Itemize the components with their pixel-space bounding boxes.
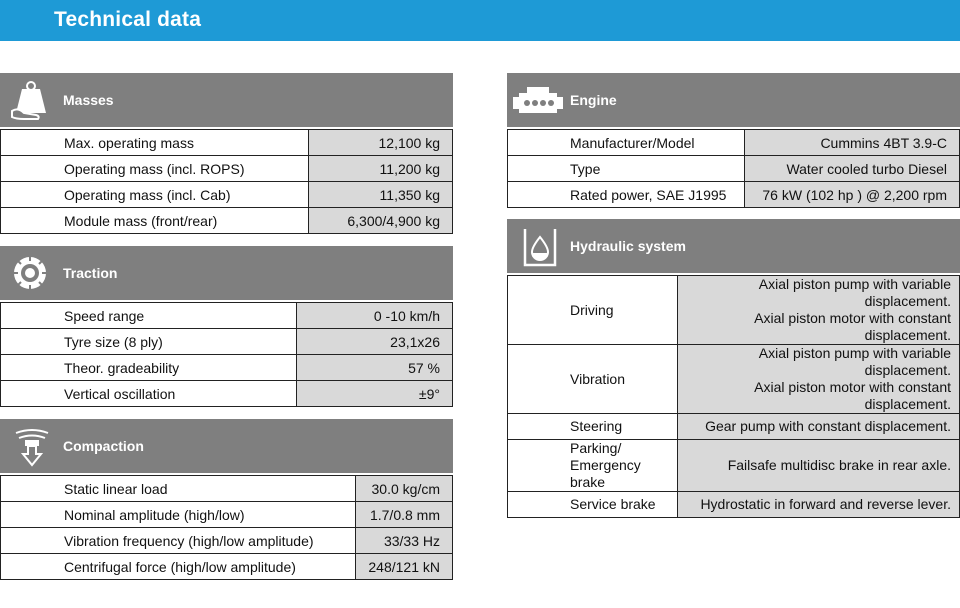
- spec-label: Type: [508, 156, 745, 182]
- spec-value: 11,200 kg: [309, 156, 453, 182]
- table-row: [1, 329, 453, 355]
- spec-label: Vibration frequency (high/low amplitude): [1, 528, 356, 554]
- compaction-section: [0, 419, 453, 580]
- spec-value: 76 kW (102 hp ) @ 2,200 rpm: [745, 182, 960, 208]
- engine-icon: [511, 77, 565, 123]
- spec-label: [508, 492, 678, 518]
- spec-label: Static linear load: [1, 476, 356, 502]
- engine-section: [507, 73, 960, 208]
- spec-value: 6,300/4,900 kg: [309, 208, 453, 234]
- spec-label: Operating mass (incl. ROPS): [1, 156, 309, 182]
- spec-value-line: Failsafe multidisc brake in rear axle.: [727, 457, 951, 473]
- hydraulic-section: [507, 219, 960, 518]
- engine-header: [507, 73, 960, 127]
- masses-section: [0, 73, 453, 234]
- table-row: [1, 355, 453, 381]
- table-row: [1, 528, 453, 554]
- spec-label: [508, 345, 678, 414]
- table-row: [1, 208, 453, 234]
- table-row: [1, 303, 453, 329]
- spec-label: Rated power, SAE J1995: [508, 182, 745, 208]
- table-row: [1, 156, 453, 182]
- weight-hand-icon: [10, 77, 54, 123]
- masses-title: Masses: [63, 92, 114, 108]
- spec-value: 11,350 kg: [309, 182, 453, 208]
- spec-value-line: Gear pump with constant displacement.: [705, 418, 951, 434]
- table-row: [508, 414, 960, 440]
- oil-drop-icon: [517, 223, 561, 269]
- spec-value-line: Axial piston motor with constant displacement.: [754, 379, 951, 412]
- spec-label: Nominal amplitude (high/low): [1, 502, 356, 528]
- spec-label-line: Service brake: [570, 496, 656, 512]
- spec-value: 0 -10 km/h: [297, 303, 453, 329]
- spec-value-line: Axial piston motor with constant displacement.: [754, 310, 951, 343]
- spec-value: 57 %: [297, 355, 453, 381]
- spec-label-line: Emergency brake: [570, 457, 641, 490]
- traction-section: [0, 246, 453, 407]
- table-row: [1, 554, 453, 580]
- spec-value: 33/33 Hz: [356, 528, 453, 554]
- spec-value: 30.0 kg/cm: [356, 476, 453, 502]
- table-row: [1, 476, 453, 502]
- table-row: [1, 502, 453, 528]
- traction-table: [0, 302, 453, 407]
- spec-value-line: Axial piston pump with variable displacement.: [758, 276, 951, 309]
- spec-value: Cummins 4BT 3.9-C: [745, 130, 960, 156]
- spec-label: [508, 276, 678, 345]
- spec-label: Speed range: [1, 303, 297, 329]
- traction-header: [0, 246, 453, 300]
- hydraulic-table: [507, 275, 960, 518]
- spec-label: Centrifugal force (high/low amplitude): [1, 554, 356, 580]
- engine-title: Engine: [570, 92, 617, 108]
- table-row: [1, 182, 453, 208]
- spec-label-line: Vibration: [570, 370, 626, 387]
- spec-value: 1.7/0.8 mm: [356, 502, 453, 528]
- table-row: [508, 130, 960, 156]
- spec-value: [678, 345, 960, 414]
- spec-value: Water cooled turbo Diesel: [745, 156, 960, 182]
- spec-value: ±9°: [297, 381, 453, 407]
- spec-label: [508, 414, 678, 440]
- table-row: [508, 440, 960, 492]
- spec-label-line: Parking/: [570, 440, 622, 456]
- wheel-icon: [10, 250, 54, 296]
- compaction-arrow-icon: [10, 423, 54, 469]
- spec-value-line: Hydrostatic in forward and reverse lever.: [700, 496, 951, 512]
- compaction-title: Compaction: [63, 438, 144, 454]
- spec-label: Module mass (front/rear): [1, 208, 309, 234]
- spec-value: 12,100 kg: [309, 130, 453, 156]
- masses-table: [0, 129, 453, 234]
- spec-label: Vertical oscillation: [1, 381, 297, 407]
- spec-label-line: Driving: [570, 301, 614, 318]
- spec-value: 248/121 kN: [356, 554, 453, 580]
- spec-label: Tyre size (8 ply): [1, 329, 297, 355]
- compaction-header: [0, 419, 453, 473]
- spec-label-line: Steering: [570, 418, 623, 434]
- table-row: [1, 381, 453, 407]
- masses-header: [0, 73, 453, 127]
- engine-table: [507, 129, 960, 208]
- compaction-table: [0, 475, 453, 580]
- spec-value-line: Axial piston pump with variable displacement.: [758, 345, 951, 378]
- spec-value: [678, 492, 960, 518]
- table-row: [508, 156, 960, 182]
- spec-label: Manufacturer/Model: [508, 130, 745, 156]
- hydraulic-header: [507, 219, 960, 273]
- spec-label: [508, 440, 678, 492]
- title-banner: [0, 0, 960, 41]
- page-title: Technical data: [54, 8, 202, 31]
- spec-label: Operating mass (incl. Cab): [1, 182, 309, 208]
- table-row: [508, 276, 960, 345]
- spec-value: [678, 276, 960, 345]
- spec-value: 23,1x26: [297, 329, 453, 355]
- spec-label: Theor. gradeability: [1, 355, 297, 381]
- table-row: [1, 130, 453, 156]
- spec-value: [678, 440, 960, 492]
- spec-value: [678, 414, 960, 440]
- table-row: [508, 182, 960, 208]
- table-row: [508, 345, 960, 414]
- hydraulic-title: Hydraulic system: [570, 238, 686, 254]
- spec-label: Max. operating mass: [1, 130, 309, 156]
- traction-title: Traction: [63, 265, 118, 281]
- table-row: [508, 492, 960, 518]
